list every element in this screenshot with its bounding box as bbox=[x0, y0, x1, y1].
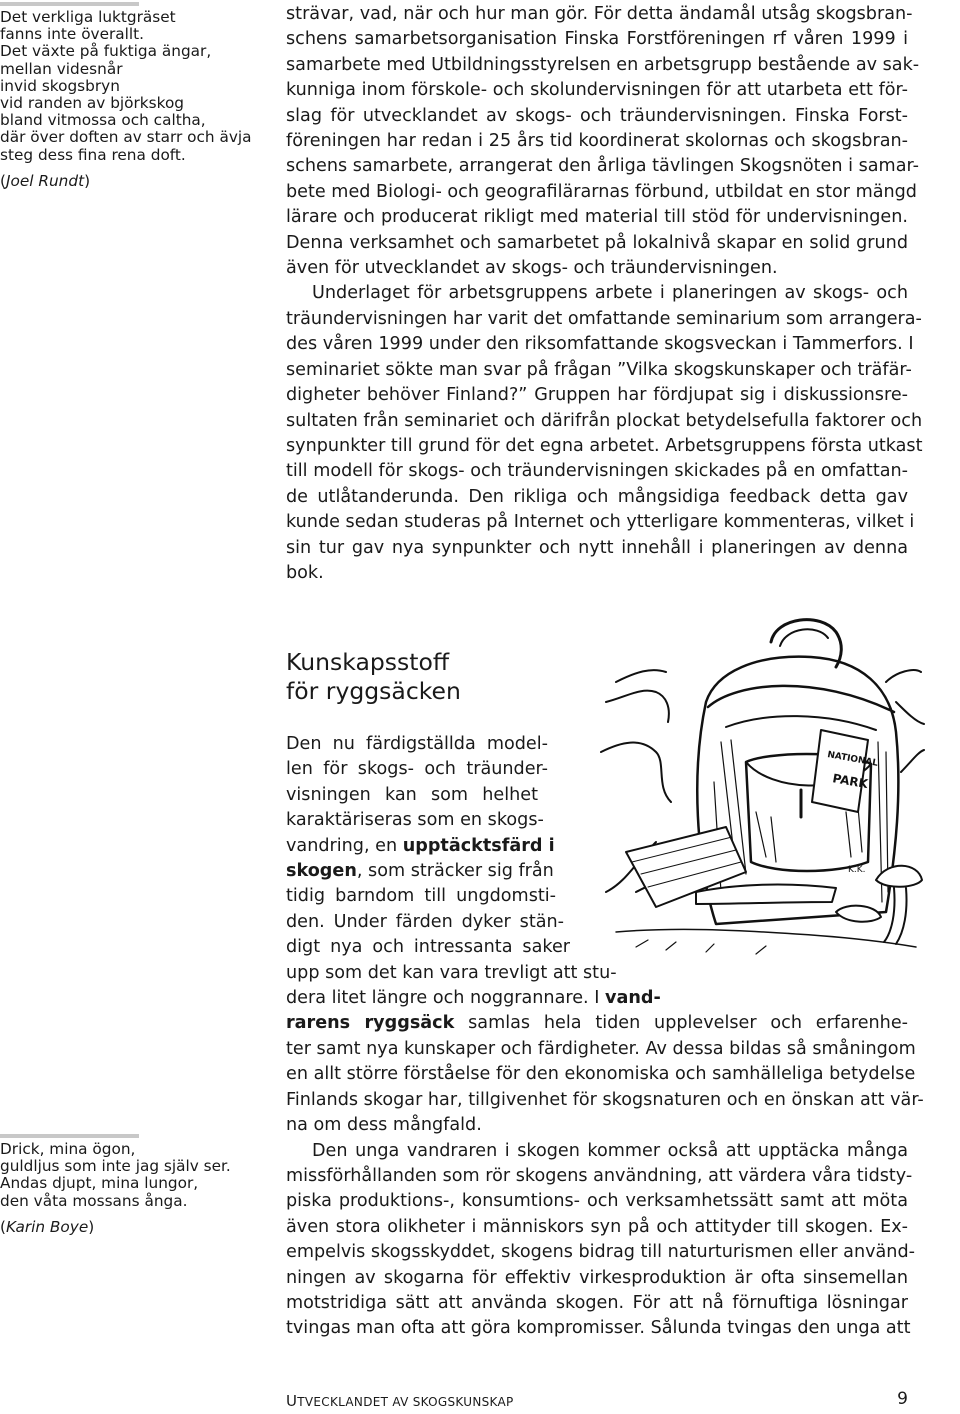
text-line: karaktäriseras som en skogs- bbox=[286, 810, 544, 831]
illustrator-signature: K.K. bbox=[848, 865, 866, 875]
text-line: tidig barndom till ungdomsti- bbox=[286, 886, 556, 907]
text-line: även stora olikheter i människors syn på och attityder till skogen. Ex- bbox=[286, 1216, 908, 1237]
poem-line: vid randen av björkskog bbox=[0, 94, 185, 113]
text-line: föreningen har redan i 25 års tid koordinerat skolornas och skogsbran- bbox=[286, 131, 908, 152]
text-line: digheter behöver Finland?” Gruppen har fördjupat sig i diskussionsre- bbox=[286, 385, 908, 406]
text-line: upp som det kan vara trevligt att stu- bbox=[286, 962, 617, 983]
poem-author: (Karin Boye) bbox=[0, 1217, 95, 1236]
sign-text: NATIONAL bbox=[826, 750, 879, 769]
text-line: des våren 1999 under den riksomfattande skogsveckan i Tammerfors. I bbox=[286, 334, 914, 355]
paragraph bbox=[286, 1139, 915, 1342]
text-line: synpunkter till grund för det egna arbetet. Arbetsgruppens första utkast bbox=[286, 435, 923, 456]
poem-line: guldljus som inte jag själv ser. bbox=[0, 1157, 231, 1176]
text-line: Finlands skogar har, tillgivenhet för skogsnaturen och en önskan att vär- bbox=[286, 1089, 924, 1110]
poem-line: Det växte på fuktiga ängar, bbox=[0, 42, 212, 61]
sign-text: PARK bbox=[831, 771, 869, 792]
text-line: vandring, en upptäcktsfärd i bbox=[286, 835, 555, 856]
text-line: dera litet längre och noggrannare. I vand- bbox=[286, 988, 661, 1009]
text-line: den. Under färden dyker stän- bbox=[286, 911, 564, 932]
poem-author: (Joel Rundt) bbox=[0, 171, 91, 190]
text-line: empelvis skogsskyddet, skogens bidrag till naturturismen eller använd- bbox=[286, 1242, 915, 1263]
text-line: ningen av skogarna för effektiv virkesproduktion är ofta sinsemellan bbox=[286, 1267, 908, 1288]
text-line: skogen, som sträcker sig från bbox=[286, 861, 554, 882]
text-line: kunde sedan studeras på Internet och ytterligare kommenteras, vilket i bbox=[286, 512, 915, 533]
paragraph bbox=[286, 2, 920, 281]
text-line: na om dess mångfald. bbox=[286, 1115, 482, 1136]
text-line: strävar, vad, när och hur man gör. För detta ändamål utsåg skogsbran- bbox=[286, 4, 913, 24]
text-line: Underlaget för arbetsgruppens arbete i planeringen av skogs- och bbox=[312, 283, 908, 304]
text-line: bete med Biologi- och geografilärarnas förbund, utbildat en stor mängd bbox=[286, 181, 917, 202]
poem-line: invid skogsbryn bbox=[0, 76, 120, 95]
running-title: UTVECKLANDET AV SKOGSKUNSKAP bbox=[286, 1392, 514, 1410]
text-line: seminariet sökte man svar på frågan ”Vilka skogskunskaper och träfär- bbox=[286, 359, 912, 380]
text-line: Denna verksamhet och samarbetet på lokalnivå skapar en solid grund bbox=[286, 232, 908, 253]
poem-rule bbox=[0, 1134, 139, 1138]
text-line: kunniga inom förskole- och skolundervisningen för att utarbeta ett för- bbox=[286, 80, 908, 101]
body-column-top bbox=[286, 2, 923, 586]
body-column-wrap bbox=[286, 732, 924, 1342]
poem-line: bland vitmossa och caltha, bbox=[0, 111, 206, 130]
section-heading: Kunskapsstoff för ryggsäcken bbox=[286, 648, 461, 705]
poem-rule bbox=[0, 2, 139, 6]
text-line: Den nu färdigställda model- bbox=[286, 734, 548, 754]
page-number: 9 bbox=[897, 1389, 908, 1409]
text-line: tvingas man ofta att göra kompromisser. Sålunda tvingas den unga att bbox=[286, 1318, 911, 1339]
poem-line: mellan videsnår bbox=[0, 59, 123, 78]
text-line: visningen kan som helhet bbox=[286, 784, 538, 805]
text-line: digt nya och intressanta saker bbox=[286, 937, 570, 958]
text-line: motstridiga sätt att använda skogen. För att nå förnuftiga lösningar bbox=[286, 1292, 908, 1313]
page-footer bbox=[286, 1389, 908, 1414]
text-line: till modell för skogs- och träundervisningen skickades på en omfattan- bbox=[286, 461, 908, 482]
poem-karin-boye bbox=[0, 1134, 262, 1236]
text-line: de utlåtanderunda. Den rikliga och mångsidiga feedback detta gav bbox=[286, 486, 908, 507]
text-line: rarens ryggsäck samlas hela tiden upplevelser och erfarenhe- bbox=[286, 1013, 908, 1034]
poem-joel-rundt bbox=[0, 2, 262, 190]
poem-line: den våta mossans ånga. bbox=[0, 1191, 188, 1210]
text-line: piska produktions-, konsumtions- och verksamhetssätt samt att möta bbox=[286, 1191, 908, 1212]
text-line: samarbete med Utbildningsstyrelsen en arbetsgrupp bestående av sak- bbox=[286, 54, 920, 75]
text-line: lärare och producerat rikligt med material till stöd för undervisningen. bbox=[286, 207, 908, 228]
paragraph bbox=[286, 732, 924, 1139]
text-line: träundervisningen har varit det omfattande seminarium som arrangera- bbox=[286, 308, 922, 329]
poem-line: fanns inte överallt. bbox=[0, 25, 145, 44]
text-line: en allt större förståelse för den ekonomiska och samhälleliga betydelse bbox=[286, 1064, 916, 1085]
text-line: bok. bbox=[286, 562, 324, 583]
text-line: ter samt nya kunskaper och färdigheter. Av dessa bildas så småningom bbox=[286, 1038, 916, 1059]
poem-line: Drick, mina ögon, bbox=[0, 1140, 136, 1158]
text-line: slag för utvecklandet av skogs- och träundervisningen. Finska Forst- bbox=[286, 105, 908, 126]
poem-line: Det verkliga luktgräset bbox=[0, 8, 176, 26]
text-line: sultaten från seminariet och därifrån plockat betydelsefulla faktorer och bbox=[286, 410, 923, 431]
text-line: schens samarbete, arrangerat den årliga tävlingen Skogsnöten i samar- bbox=[286, 156, 919, 177]
text-line: schens samarbetsorganisation Finska Forstföreningen rf våren 1999 i bbox=[286, 29, 908, 50]
paragraph bbox=[286, 281, 923, 586]
poem-line: steg dess fina rena doft. bbox=[0, 145, 186, 164]
text-line: missförhållanden som rör skogens användning, att värdera våra tidsty- bbox=[286, 1165, 913, 1186]
text-line: len för skogs- och träunder- bbox=[286, 759, 548, 780]
poem-line: Andas djupt, mina lungor, bbox=[0, 1174, 199, 1193]
text-line: sin tur gav nya synpunkter och nytt innehåll i planeringen av denna bbox=[286, 537, 908, 558]
text-line: Den unga vandraren i skogen kommer också att upptäcka många bbox=[312, 1140, 908, 1161]
text-line: även för utvecklandet av skogs- och träundervisningen. bbox=[286, 258, 778, 279]
poem-line: där över doften av starr och ävja bbox=[0, 128, 252, 147]
